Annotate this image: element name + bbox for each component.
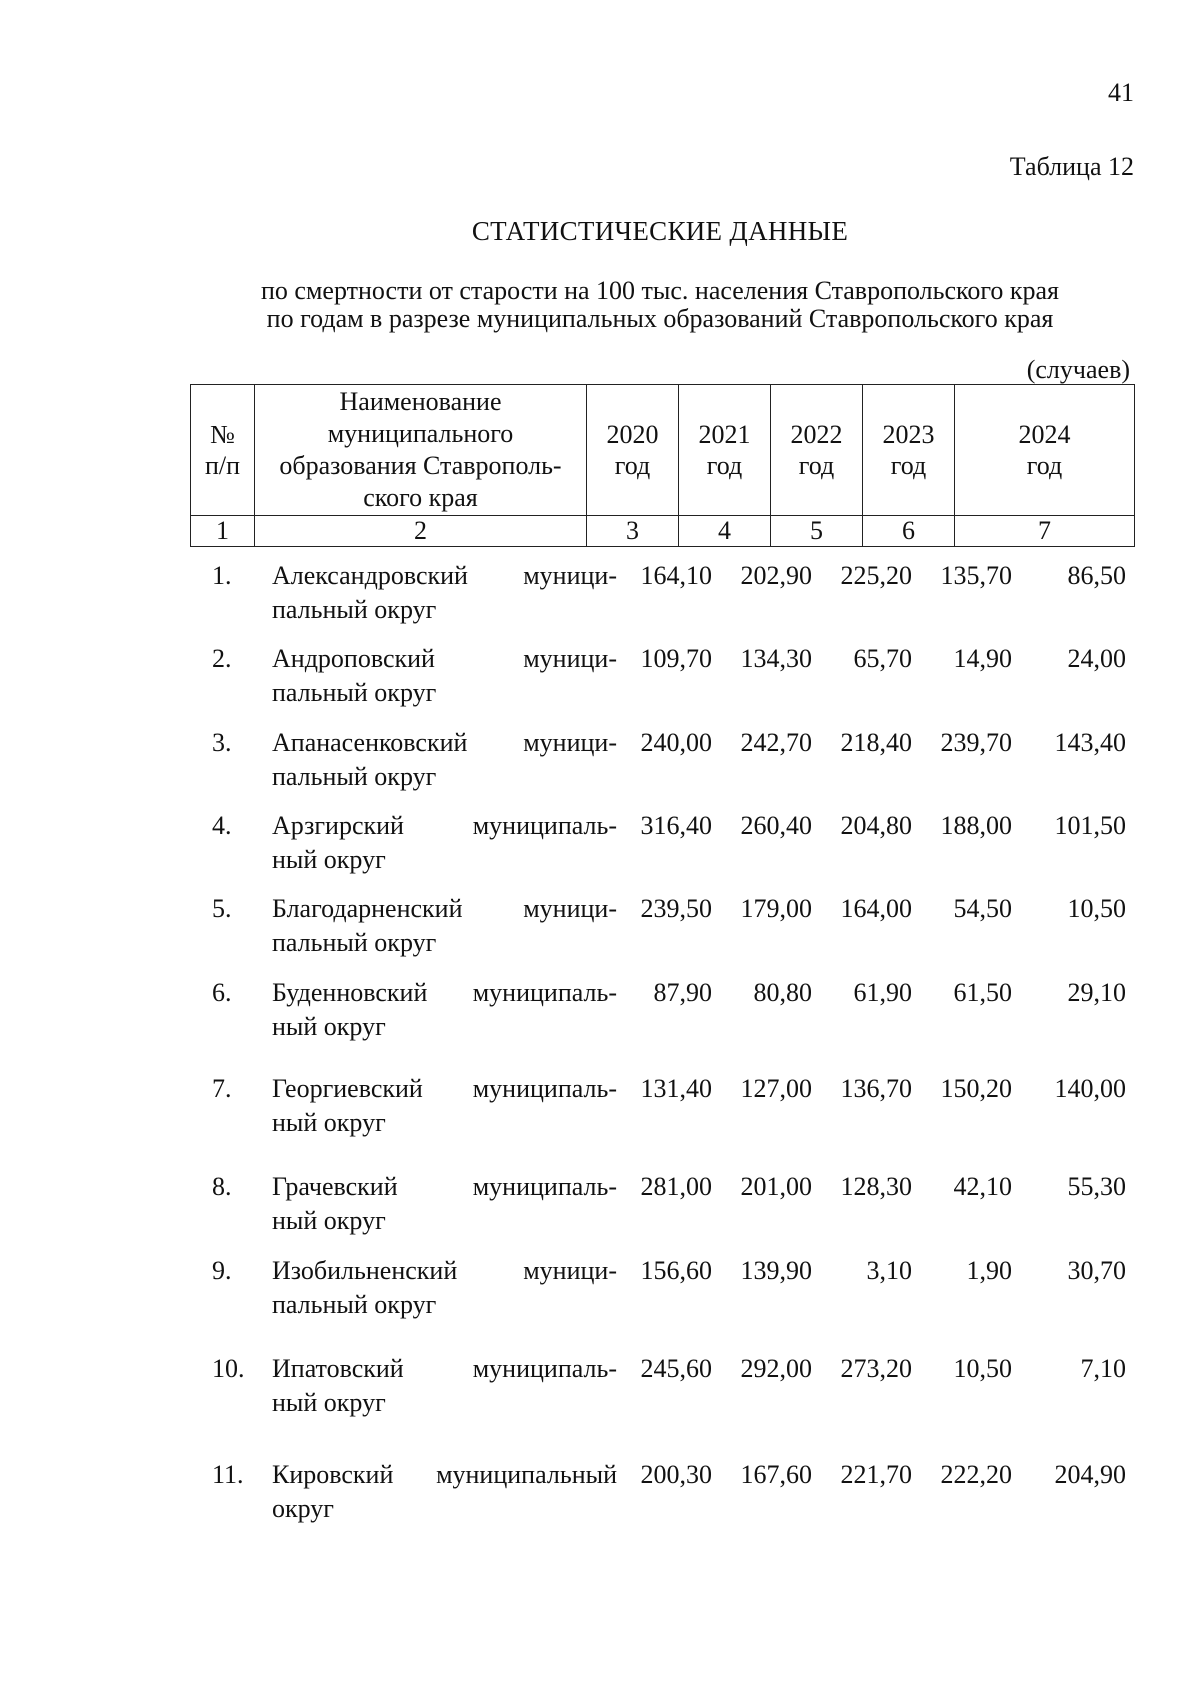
table-row [0,726,1200,796]
table-row [0,1072,1200,1142]
row-name-line-1: Андроповский муници- [272,644,617,673]
value-2022: 65,70 [853,644,912,673]
row-name-line-2: пальный округ [272,928,437,957]
value-2020: 316,40 [640,811,712,840]
row-number: 8. [212,1172,232,1201]
value-2022: 218,40 [840,728,912,757]
table-row [0,1458,1200,1528]
row-name-line-2: пальный округ [272,678,437,707]
table-row [0,892,1200,962]
row-number: 3. [212,728,232,757]
header-col-number-line-2: п/п [204,451,241,480]
value-2021: 201,00 [740,1172,812,1201]
value-2023: 61,50 [953,978,1012,1007]
row-number: 7. [212,1074,232,1103]
header-col-name-line-3: образования Ставрополь- [279,451,562,480]
column-number: 5 [771,516,863,547]
value-2021: 127,00 [740,1074,812,1103]
document-title: СТАТИСТИЧЕСКИЕ ДАННЫЕ [471,216,849,246]
value-2021: 292,00 [740,1354,812,1383]
value-2024: 29,10 [1067,978,1126,1007]
header-col-name-line-2: муниципального [327,419,514,448]
table-row [0,1170,1200,1240]
value-2021: 80,80 [753,978,812,1007]
value-2023: 135,70 [940,561,1012,590]
value-2023: 150,20 [940,1074,1012,1103]
value-2020: 164,10 [640,561,712,590]
value-2024: 140,00 [1054,1074,1126,1103]
page-number: 41 [1108,78,1134,107]
header-year-suffix: год [614,451,651,480]
value-2023: 42,10 [953,1172,1012,1201]
header-year-2024: 2024 [1018,420,1071,449]
header-year-suffix: год [1026,451,1063,480]
value-2022: 164,00 [840,894,912,923]
header-year-2021: 2021 [698,420,751,449]
row-number: 11. [212,1460,244,1489]
header-col-name-line-1: Наименование [339,387,502,416]
value-2022: 204,80 [840,811,912,840]
value-2021: 139,90 [740,1256,812,1285]
row-name-line-1: Буденновский муниципаль- [272,978,617,1007]
row-name-line-1: Георгиевский муниципаль- [272,1074,617,1103]
row-number: 1. [212,561,232,590]
header-col-name-line-4: ского края [363,483,478,512]
column-number: 2 [255,516,587,547]
value-2020: 131,40 [640,1074,712,1103]
header-year-2020: 2020 [606,420,659,449]
value-2024: 7,10 [1080,1354,1126,1383]
value-2021: 167,60 [740,1460,812,1489]
value-2024: 10,50 [1067,894,1126,923]
value-2023: 14,90 [953,644,1012,673]
row-number: 9. [212,1256,232,1285]
row-name-line-2: пальный округ [272,762,437,791]
table-row [0,1254,1200,1324]
column-number: 4 [679,516,771,547]
value-2021: 134,30 [740,644,812,673]
value-2024: 30,70 [1067,1256,1126,1285]
value-2022: 136,70 [840,1074,912,1103]
table-row [0,976,1200,1046]
value-2020: 281,00 [640,1172,712,1201]
row-number: 5. [212,894,232,923]
header-col-number-line-1: № [210,420,235,449]
value-2021: 202,90 [740,561,812,590]
value-2023: 239,70 [940,728,1012,757]
row-name-line-1: Апанасенковский муници- [272,728,617,757]
value-2022: 61,90 [853,978,912,1007]
value-2023: 10,50 [953,1354,1012,1383]
value-2022: 128,30 [840,1172,912,1201]
value-2023: 1,90 [966,1256,1012,1285]
row-name-line-2: ный округ [272,845,386,874]
value-2022: 225,20 [840,561,912,590]
header-year-suffix: год [890,451,927,480]
value-2020: 245,60 [640,1354,712,1383]
row-name-line-1: Кировский муниципальный [272,1460,617,1489]
value-2022: 273,20 [840,1354,912,1383]
column-number: 7 [955,516,1135,547]
row-name-line-1: Грачевский муниципаль- [272,1172,617,1201]
row-name-line-2: пальный округ [272,1290,437,1319]
value-2021: 179,00 [740,894,812,923]
table-label: Таблица 12 [1009,152,1134,181]
value-2023: 54,50 [953,894,1012,923]
value-2024: 86,50 [1067,561,1126,590]
value-2020: 109,70 [640,644,712,673]
row-number: 2. [212,644,232,673]
value-2024: 143,40 [1054,728,1126,757]
row-number: 4. [212,811,232,840]
row-name-line-1: Изобильненский муници- [272,1256,617,1285]
row-name-line-1: Арзгирский муниципаль- [272,811,617,840]
value-2023: 222,20 [940,1460,1012,1489]
value-2020: 156,60 [640,1256,712,1285]
row-number: 6. [212,978,232,1007]
table-row [0,1352,1200,1422]
value-2024: 204,90 [1054,1460,1126,1489]
subtitle-line-2: по годам в разрезе муниципальных образований Ставропольского края [266,304,1054,333]
value-2024: 55,30 [1067,1172,1126,1201]
row-name-line-2: ный округ [272,1012,386,1041]
row-name-line-2: округ [272,1494,334,1523]
subtitle-line-1: по смертности от старости на 100 тыс. населения Ставропольского края [261,276,1059,305]
row-name-line-2: ный округ [272,1206,386,1235]
column-number: 3 [587,516,679,547]
value-2021: 242,70 [740,728,812,757]
table-row [0,809,1200,879]
value-2022: 221,70 [840,1460,912,1489]
header-year-2023: 2023 [882,420,935,449]
row-number: 10. [212,1354,245,1383]
row-name-line-2: пальный округ [272,595,437,624]
value-2024: 101,50 [1054,811,1126,840]
value-2020: 240,00 [640,728,712,757]
value-2022: 3,10 [866,1256,912,1285]
value-2020: 239,50 [640,894,712,923]
table-row [0,559,1200,629]
header-year-suffix: год [706,451,743,480]
units-label: (случаев) [1026,355,1130,384]
value-2021: 260,40 [740,811,812,840]
column-number: 6 [863,516,955,547]
value-2023: 188,00 [940,811,1012,840]
row-name-line-2: ный округ [272,1108,386,1137]
row-name-line-2: ный округ [272,1388,386,1417]
header-year-suffix: год [798,451,835,480]
column-number: 1 [191,516,255,547]
row-name-line-1: Александровский муници- [272,561,617,590]
header-year-2022: 2022 [790,420,843,449]
value-2024: 24,00 [1067,644,1126,673]
row-name-line-1: Благодарненский муници- [272,894,617,923]
value-2020: 87,90 [653,978,712,1007]
value-2020: 200,30 [640,1460,712,1489]
table-row [0,642,1200,712]
row-name-line-1: Ипатовский муниципаль- [272,1354,617,1383]
